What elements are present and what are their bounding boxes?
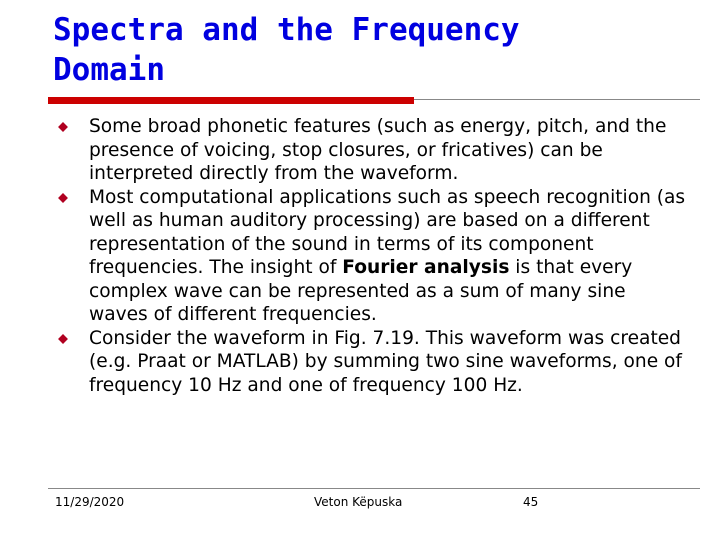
diamond-icon [57,121,69,133]
slide-title [53,10,693,90]
bullet-item [56,327,686,398]
bullet-text-before: Most computational applications such as speech recognition (as well as human auditory processing) are based on a different representation of the sound in terms of its component frequencies. The insight of [89,186,686,278]
diamond-icon [57,333,69,345]
bullet-list [56,115,686,397]
footer-author: Veton Këpuska [314,495,403,509]
bullet-text: Some broad phonetic features (such as energy, pitch, and the presence of voicing, stop closures, or fricatives) can be interpreted directly from the waveform. [89,116,667,184]
slide-title-line-1: Spectra and the Frequency [53,12,520,48]
bullet-bold-term: Fourier analysis [342,257,510,278]
bullet-item [56,115,686,186]
diamond-icon [57,192,69,204]
bullet-text: Consider the waveform in Fig. 7.19. This waveform was created (e.g. Praat or MATLAB) by summing two sine waveforms, one of frequency 10 Hz and one of frequency 100 Hz. [89,327,682,396]
title-divider-rule [414,99,700,100]
slide-title-line-2: Domain [53,52,165,88]
footer-date: 11/29/2020 [55,495,125,509]
bullet-item [56,186,686,327]
footer-rule [48,488,700,489]
bullet-text [89,187,685,326]
title-accent-rule [48,97,414,104]
footer-page-number: 45 [523,495,539,509]
bullet-text-after: is that every complex wave can be represented as a sum of many sine waves of different frequencies. [89,257,633,325]
